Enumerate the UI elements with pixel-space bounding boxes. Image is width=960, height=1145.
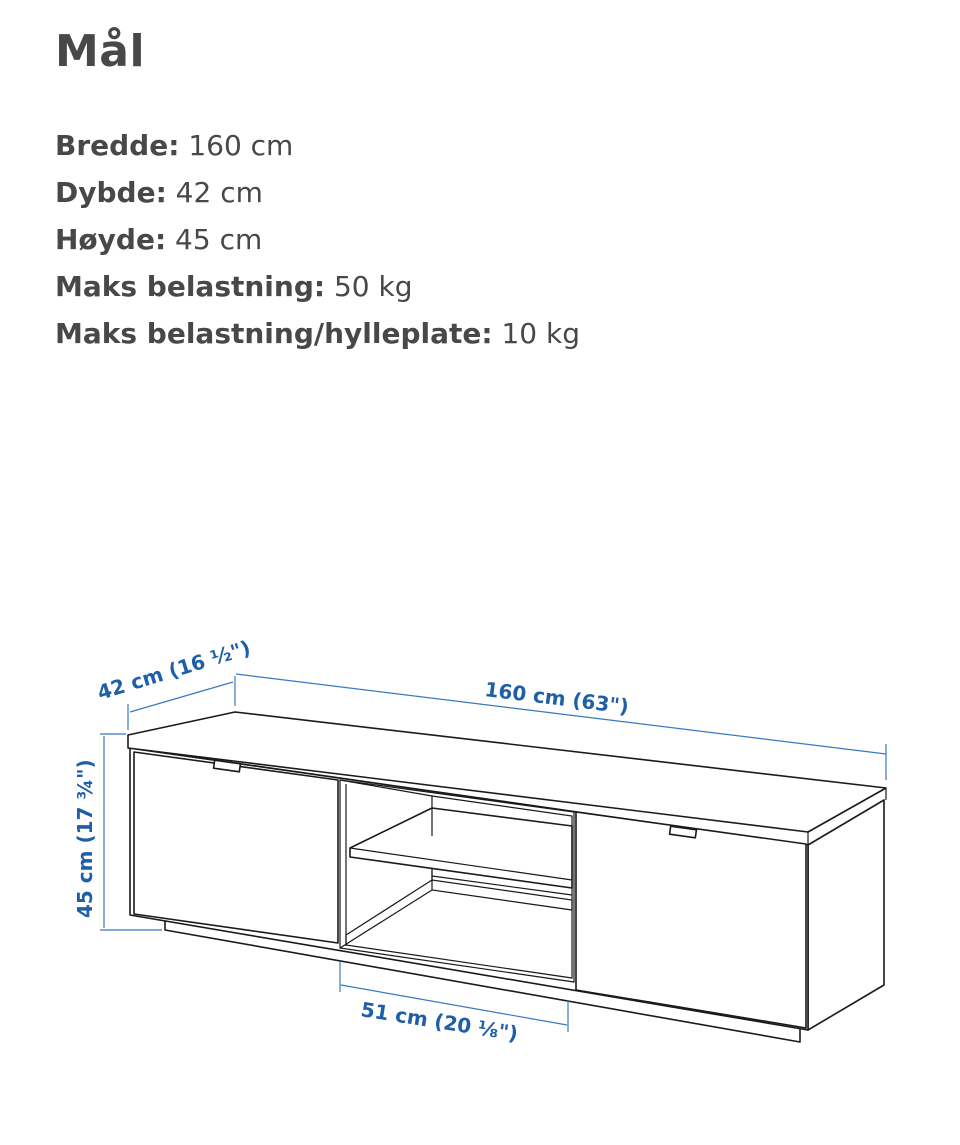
spec-max-load	[55, 267, 580, 314]
bench-right-door	[576, 812, 806, 1028]
bench-right-side	[808, 800, 884, 1030]
spec-value: 160 cm	[179, 129, 294, 162]
spec-width	[55, 126, 580, 173]
spec-value: 42 cm	[166, 176, 263, 209]
width-dimension-label: 160 cm (63")	[483, 677, 631, 719]
spec-label: Maks belastning/hylleplate:	[55, 317, 493, 350]
spec-value: 10 kg	[492, 317, 581, 350]
shelf-width-dimension-label: 51 cm (20 ⅛")	[359, 997, 520, 1046]
page-title: Mål	[55, 26, 146, 77]
dimension-specs-list	[55, 126, 580, 361]
spec-height	[55, 220, 580, 267]
spec-depth	[55, 173, 580, 220]
depth-dimension-label: 42 cm (16 ½")	[94, 635, 254, 705]
spec-value: 45 cm	[166, 223, 263, 256]
tv-bench-dimension-drawing	[0, 600, 960, 1080]
spec-value: 50 kg	[325, 270, 413, 303]
spec-label: Dybde:	[55, 176, 167, 209]
tv-bench-illustration	[128, 712, 886, 1042]
height-dimension-label: 45 cm (17 ¾")	[73, 759, 97, 918]
spec-label: Maks belastning:	[55, 270, 326, 303]
bench-left-door	[134, 752, 338, 943]
spec-max-load-per-shelf	[55, 314, 580, 361]
spec-label: Bredde:	[55, 129, 180, 162]
spec-label: Høyde:	[55, 223, 167, 256]
